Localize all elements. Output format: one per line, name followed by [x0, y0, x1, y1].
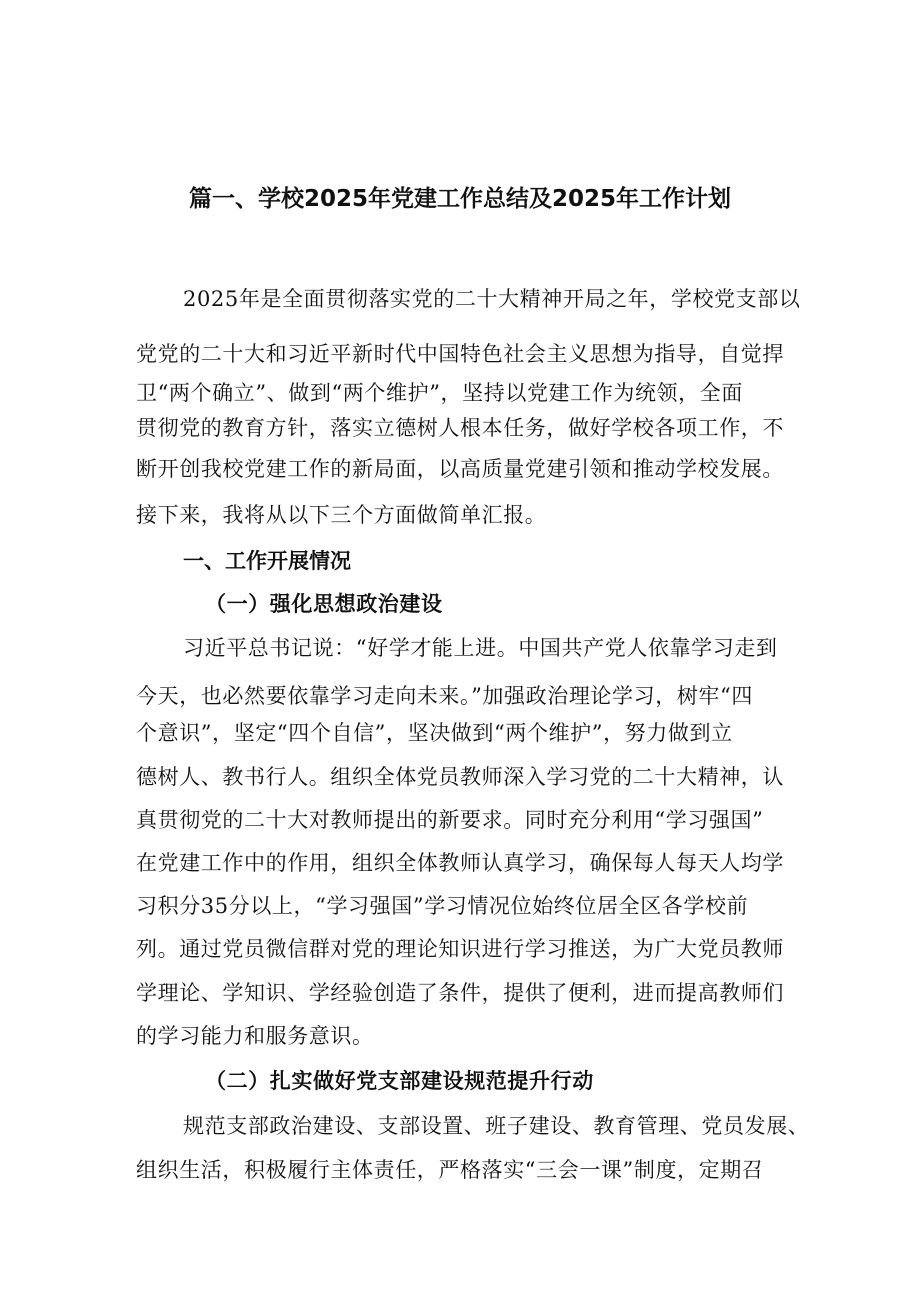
sub1-line-6: 在党建工作中的作用，组织全体教师认真学习，确保每人每天人均学	[136, 851, 784, 875]
sub1-line-8: 列。通过党员微信群对党的理论知识进行学习推送，为广大党员教师	[136, 937, 784, 961]
sub1-line-7: 习积分35分以上，“学习强国”学习情况位始终位居全区各学校前	[136, 894, 749, 918]
document-title: 篇一、学校2025年党建工作总结及2025年工作计划	[188, 186, 732, 212]
subsection-heading-2: （二）扎实做好党支部建设规范提升行动	[205, 1068, 594, 1093]
sub1-line-9: 学理论、学知识、学经验创造了条件，提供了便利，进而提高教师们	[136, 981, 784, 1005]
intro-line-1: 2025年是全面贯彻落实党的二十大精神开局之年，学校党支部以	[183, 287, 801, 311]
intro-line-5: 断开创我校党建工作的新局面，以高质量党建引领和推动学校发展。	[136, 457, 784, 481]
sub1-line-4: 德树人、教书行人。组织全体党员教师深入学习党的二十大精神，认	[136, 765, 784, 789]
intro-line-4: 贯彻党的教育方针，落实立德树人根本任务，做好学校各项工作，不	[136, 416, 784, 440]
intro-line-3: 卫“两个确立”、做到“两个维护”，坚持以党建工作为统领，全面	[136, 381, 743, 405]
sub1-line-2: 今天，也必然要依靠学习走向未来。”加强政治理论学习，树牢“四	[136, 684, 753, 708]
sub1-line-5: 真贯彻党的二十大对教师提出的新要求。同时充分利用“学习强国”	[136, 808, 764, 832]
sub2-line-2: 组织生活，积极履行主体责任，严格落实“三会一课”制度，定期召	[136, 1158, 764, 1182]
sub2-line-1: 规范支部政治建设、支部设置、班子建设、教育管理、党员发展、	[183, 1114, 810, 1138]
subsection-heading-1: （一）强化思想政治建设	[205, 591, 443, 616]
sub1-line-1: 习近平总书记说：“好学才能上进。中国共产党人依靠学习走到	[183, 636, 778, 660]
intro-line-6: 接下来，我将从以下三个方面做简单汇报。	[136, 503, 547, 527]
sub1-line-3: 个意识”，坚定“四个自信”，坚决做到“两个维护”，努力做到立	[136, 721, 733, 745]
intro-line-2: 党党的二十大和习近平新时代中国特色社会主义思想为指导，自觉捍	[136, 342, 784, 366]
sub1-line-10: 的学习能力和服务意识。	[136, 1024, 374, 1048]
section-heading-1: 一、工作开展情况	[183, 549, 351, 573]
